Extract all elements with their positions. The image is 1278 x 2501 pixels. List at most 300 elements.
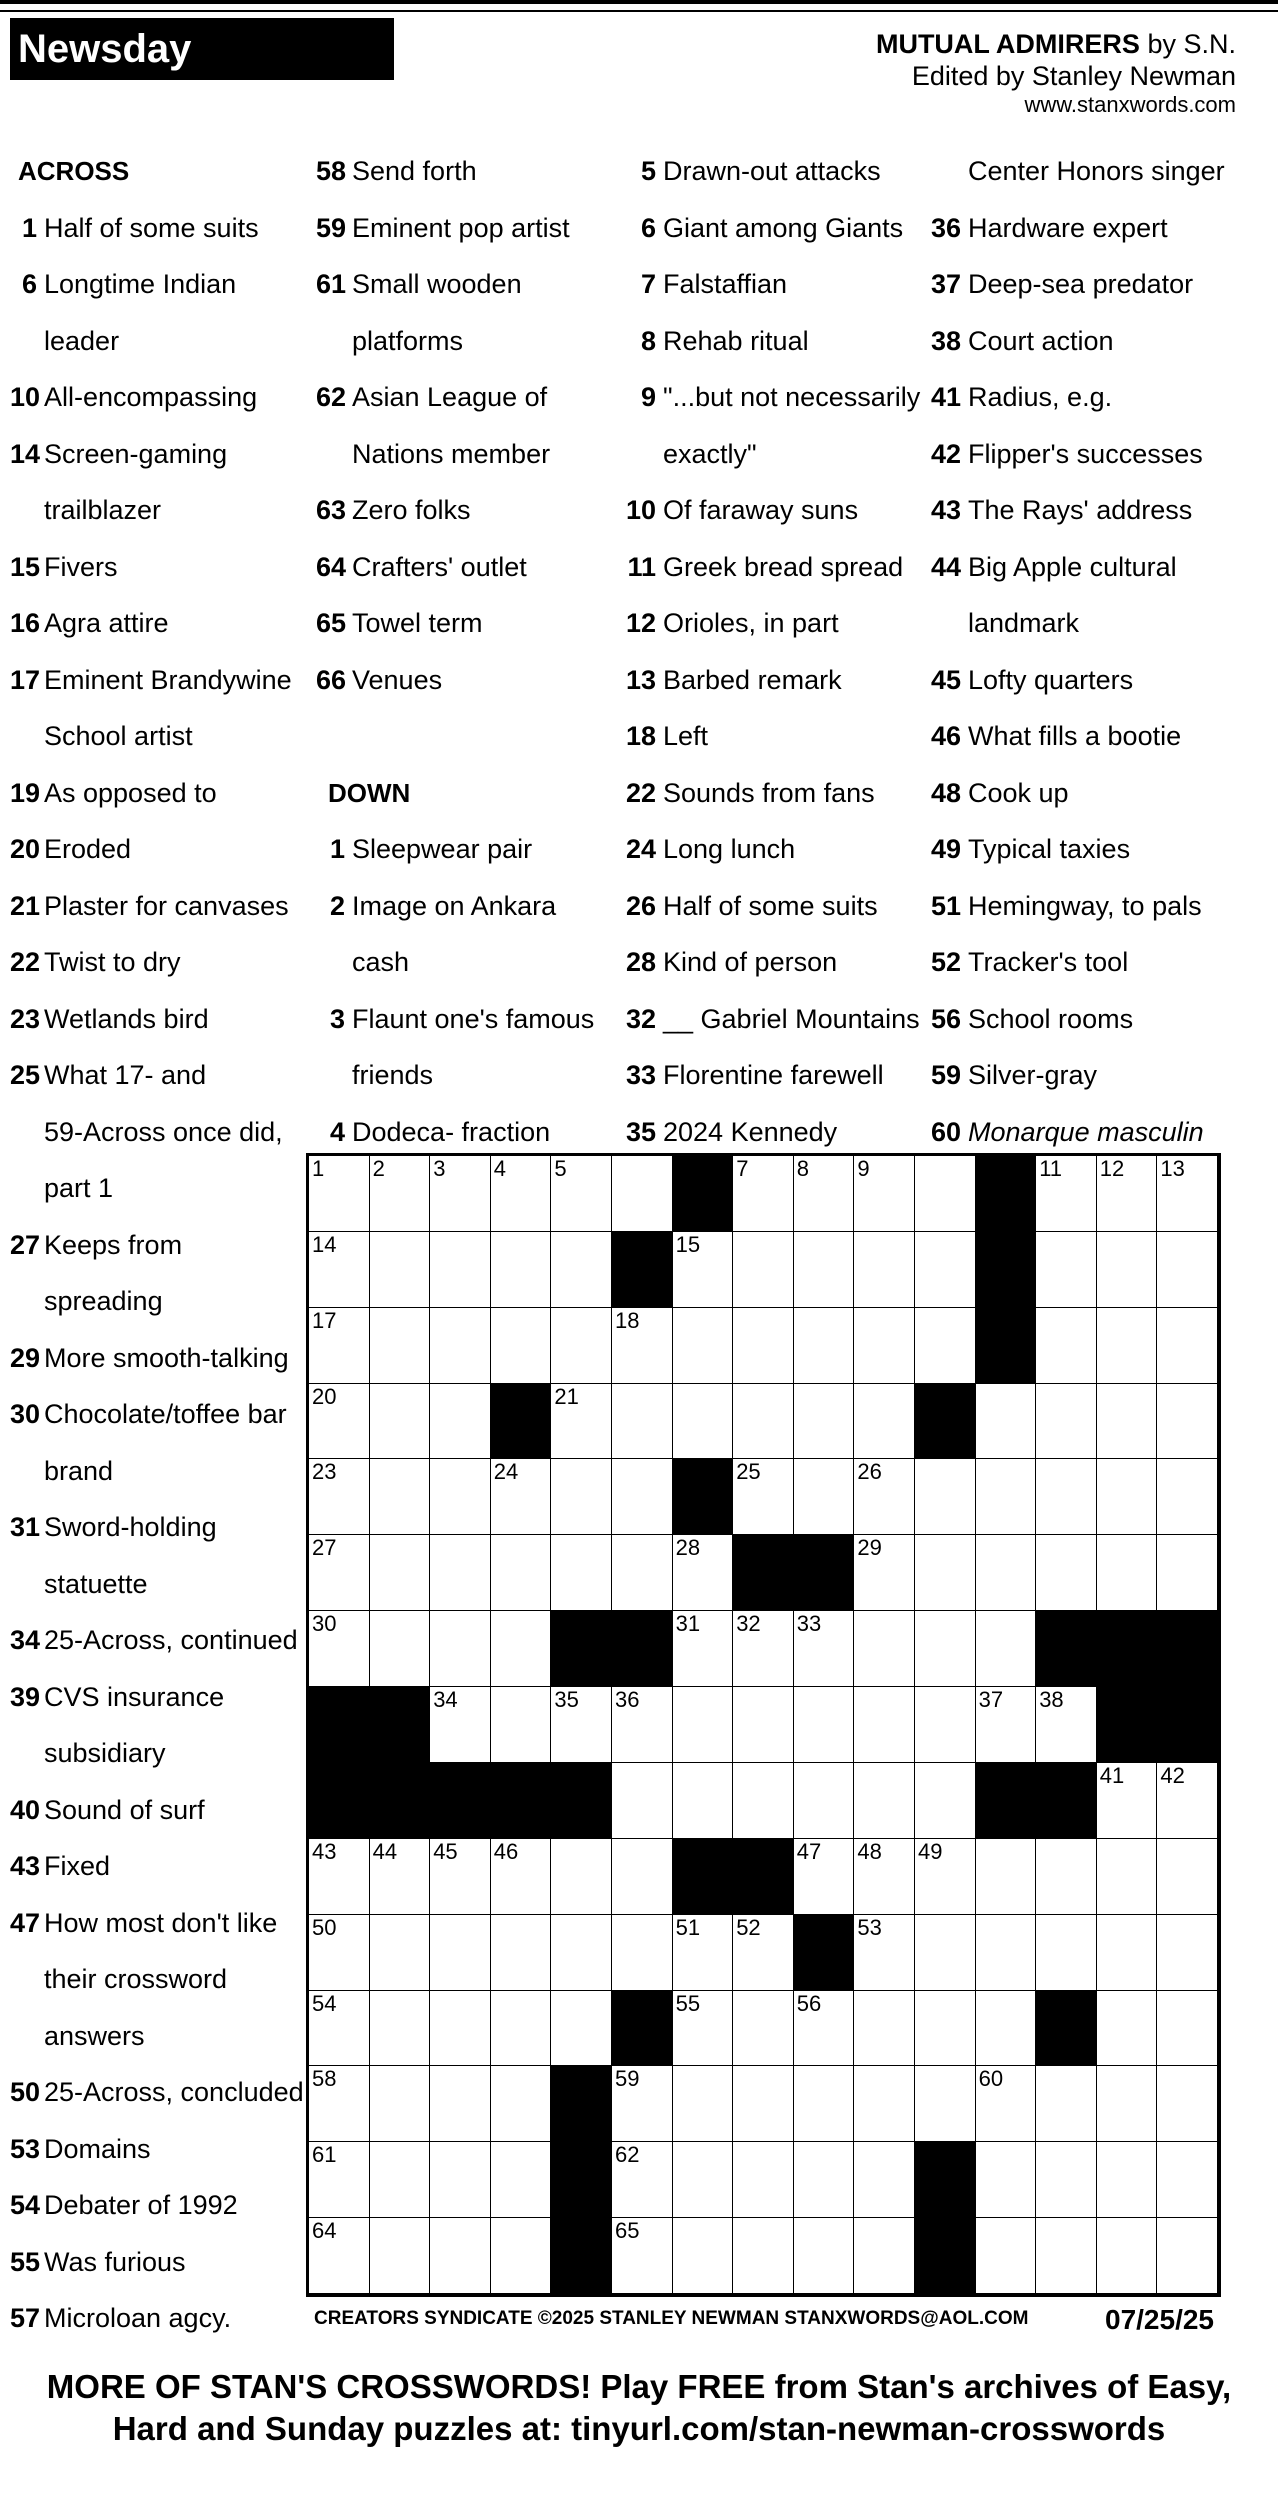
clue-text: Of faraway suns	[663, 495, 859, 525]
grid-cell[interactable]	[309, 2142, 370, 2218]
grid-cell[interactable]	[309, 1611, 370, 1687]
clue-number: 34	[10, 1625, 41, 1655]
grid-cell[interactable]	[976, 1459, 1037, 1535]
grid-cell[interactable]	[854, 1232, 915, 1308]
grid-cell[interactable]	[1157, 2142, 1218, 2218]
grid-cell[interactable]	[794, 2218, 855, 2294]
grid-cell[interactable]	[733, 1611, 794, 1687]
grid-cell[interactable]	[1157, 1308, 1218, 1384]
grid-cell[interactable]	[1157, 1991, 1218, 2067]
grid-cell[interactable]	[309, 1459, 370, 1535]
grid-cell[interactable]	[551, 1915, 612, 1991]
cell-number: 46	[493, 1838, 519, 1864]
grid-cell[interactable]	[491, 1991, 552, 2067]
grid-cell[interactable]	[673, 1535, 734, 1611]
clue-number: 20	[10, 834, 41, 864]
clue-text: Twist to dry	[44, 947, 181, 977]
clue	[10, 1217, 304, 1274]
grid-cell[interactable]	[491, 1308, 552, 1384]
grid-cell[interactable]	[551, 1839, 612, 1915]
clue-continuation	[928, 143, 1225, 200]
clue-text: Radius, e.g.	[968, 382, 1113, 412]
clue-number: 44	[930, 551, 961, 582]
grid-cell[interactable]	[854, 1308, 915, 1384]
grid-cell[interactable]	[370, 1611, 431, 1687]
grid-cell[interactable]	[551, 1535, 612, 1611]
clue-number: 14	[10, 438, 41, 469]
grid-block	[794, 1535, 855, 1611]
grid-cell[interactable]	[309, 1232, 370, 1308]
grid-block	[551, 2218, 612, 2294]
clue-number: 53	[10, 2133, 41, 2164]
grid-cell[interactable]	[309, 1915, 370, 1991]
grid-cell[interactable]	[976, 1915, 1037, 1991]
grid-cell[interactable]	[673, 1308, 734, 1384]
grid-cell[interactable]	[673, 2218, 734, 2294]
clue-text: Wetlands bird	[44, 1003, 209, 1034]
grid-cell[interactable]	[1036, 1535, 1097, 1611]
clue-text: Image on Ankara	[352, 890, 557, 921]
grid-cell[interactable]	[854, 1384, 915, 1460]
clue	[10, 200, 304, 257]
clue-number: 41	[930, 382, 961, 412]
clue	[10, 878, 304, 935]
clue-text: Was furious	[44, 2246, 186, 2277]
clue-text: Hemingway, to pals	[968, 890, 1202, 921]
grid-cell[interactable]	[1036, 1915, 1097, 1991]
clue-number: 36	[930, 212, 961, 243]
grid-cell[interactable]	[673, 2066, 734, 2142]
grid-cell[interactable]	[430, 1308, 491, 1384]
grid-cell[interactable]	[430, 2218, 491, 2294]
clue-text: 25-Across, concluded	[44, 2077, 304, 2107]
clue-number: 42	[930, 438, 961, 469]
grid-cell[interactable]	[733, 2218, 794, 2294]
grid-cell[interactable]	[1097, 1156, 1158, 1232]
grid-cell[interactable]	[309, 1308, 370, 1384]
grid-cell[interactable]	[551, 1308, 612, 1384]
clue	[928, 1047, 1225, 1104]
grid-cell[interactable]	[370, 1232, 431, 1308]
clue-text: statuette	[44, 1568, 148, 1599]
clue-text: Venues	[352, 664, 443, 695]
grid-cell[interactable]	[309, 1535, 370, 1611]
grid-cell[interactable]	[976, 1611, 1037, 1687]
clue-section-heading	[10, 143, 304, 200]
grid-block	[1036, 1611, 1097, 1687]
grid-cell[interactable]	[915, 1839, 976, 1915]
grid-cell[interactable]	[1036, 1459, 1097, 1535]
grid-cell[interactable]	[976, 1839, 1037, 1915]
cell-number: 36	[614, 1687, 640, 1713]
grid-cell[interactable]	[976, 1991, 1037, 2067]
clue-number: 54	[10, 2190, 41, 2220]
grid-cell[interactable]	[430, 1687, 491, 1763]
clue	[10, 539, 304, 596]
clue-column-4	[928, 143, 1225, 1160]
grid-cell[interactable]	[915, 1232, 976, 1308]
grid-cell[interactable]	[673, 1611, 734, 1687]
clue-number: 50	[10, 2077, 41, 2107]
clue-number: 33	[625, 1060, 656, 1090]
grid-block	[915, 2142, 976, 2218]
grid-cell[interactable]	[491, 1915, 552, 1991]
grid-cell[interactable]	[612, 1308, 673, 1384]
grid-block	[976, 1763, 1037, 1839]
grid-cell[interactable]	[309, 2218, 370, 2294]
grid-cell[interactable]	[915, 1763, 976, 1839]
grid-cell[interactable]	[915, 1308, 976, 1384]
grid-cell[interactable]	[370, 1156, 431, 1232]
grid-cell[interactable]	[370, 1384, 431, 1460]
grid-cell[interactable]	[370, 1915, 431, 1991]
grid-cell[interactable]	[1036, 1687, 1097, 1763]
grid-cell[interactable]	[1097, 1232, 1158, 1308]
grid-cell[interactable]	[430, 1915, 491, 1991]
grid-cell[interactable]	[1036, 1839, 1097, 1915]
grid-cell[interactable]	[673, 1763, 734, 1839]
clue-text: Big Apple cultural	[968, 551, 1177, 582]
clue-number: 26	[625, 890, 656, 921]
grid-cell[interactable]	[733, 1384, 794, 1460]
grid-cell[interactable]	[854, 1535, 915, 1611]
clue-number: 8	[640, 325, 656, 356]
grid-cell[interactable]	[551, 1459, 612, 1535]
cell-number: 42	[1160, 1762, 1185, 1788]
grid-cell[interactable]	[1097, 1839, 1158, 1915]
clue-text: Tracker's tool	[968, 947, 1129, 977]
grid-cell[interactable]	[1097, 2066, 1158, 2142]
grid-cell[interactable]	[309, 1839, 370, 1915]
clue-text: Plaster for canvases	[44, 890, 289, 921]
clue	[10, 1330, 304, 1387]
clue	[316, 369, 594, 426]
grid-cell[interactable]	[1157, 1839, 1218, 1915]
cell-number: 13	[1160, 1156, 1185, 1181]
website-line: www.stanxwords.com	[1024, 92, 1236, 117]
grid-cell[interactable]	[430, 1991, 491, 2067]
clue-text: "...but not necessarily	[663, 382, 921, 412]
grid-cell[interactable]	[1157, 1763, 1218, 1839]
grid-cell[interactable]	[854, 2218, 915, 2294]
grid-cell[interactable]	[854, 1991, 915, 2067]
grid-cell[interactable]	[1097, 1535, 1158, 1611]
grid-cell[interactable]	[976, 1535, 1037, 1611]
clue-number: 15	[10, 551, 41, 582]
clue-text: Orioles, in part	[663, 608, 839, 638]
grid-cell[interactable]	[976, 2142, 1037, 2218]
grid-cell[interactable]	[551, 1991, 612, 2067]
grid-cell[interactable]	[430, 1611, 491, 1687]
grid-cell[interactable]	[430, 2142, 491, 2218]
grid-cell[interactable]	[1157, 1156, 1218, 1232]
grid-block	[915, 2218, 976, 2294]
cell-number: 48	[857, 1838, 882, 1864]
grid-cell[interactable]	[854, 2066, 915, 2142]
grid-cell[interactable]	[673, 1687, 734, 1763]
clue	[10, 1838, 304, 1895]
clue-text: Eminent pop artist	[352, 212, 570, 243]
clue	[928, 878, 1225, 935]
grid-cell[interactable]	[854, 1839, 915, 1915]
grid-cell[interactable]	[430, 1459, 491, 1535]
grid-cell[interactable]	[370, 1459, 431, 1535]
grid-cell[interactable]	[854, 1459, 915, 1535]
grid-cell[interactable]	[673, 2142, 734, 2218]
grid-cell[interactable]	[976, 2218, 1037, 2294]
grid-cell[interactable]	[794, 1308, 855, 1384]
grid-cell[interactable]	[794, 1839, 855, 1915]
cell-number: 54	[312, 1990, 337, 2016]
clue-number: 17	[10, 664, 41, 695]
clue	[928, 821, 1225, 878]
grid-cell[interactable]	[1097, 1915, 1158, 1991]
grid-cell[interactable]	[1097, 2142, 1158, 2218]
clue	[928, 652, 1225, 709]
grid-cell[interactable]	[854, 1687, 915, 1763]
grid-cell[interactable]	[915, 1991, 976, 2067]
grid-cell[interactable]	[915, 1611, 976, 1687]
grid-cell[interactable]	[673, 1384, 734, 1460]
grid-cell[interactable]	[854, 2142, 915, 2218]
grid-cell[interactable]	[370, 1991, 431, 2067]
clue	[10, 1782, 304, 1839]
grid-cell[interactable]	[491, 1611, 552, 1687]
grid-cell[interactable]	[854, 1763, 915, 1839]
grid-cell[interactable]	[491, 1687, 552, 1763]
grid-cell[interactable]	[491, 2142, 552, 2218]
grid-cell[interactable]	[612, 1535, 673, 1611]
clue-number: 59	[316, 212, 347, 243]
grid-cell[interactable]	[794, 1763, 855, 1839]
clue-text: Half of some suits	[44, 212, 259, 243]
section-heading: ACROSS	[18, 156, 130, 186]
grid-cell[interactable]	[612, 2142, 673, 2218]
grid-cell[interactable]	[1157, 1459, 1218, 1535]
cell-number: 9	[857, 1156, 870, 1181]
clue-continuation	[10, 1273, 304, 1330]
section-heading: DOWN	[328, 777, 411, 808]
grid-cell[interactable]	[915, 1156, 976, 1232]
byline	[876, 28, 1236, 118]
grid-cell[interactable]	[854, 1156, 915, 1232]
grid-cell[interactable]	[370, 1308, 431, 1384]
grid-cell[interactable]	[370, 2142, 431, 2218]
grid-cell[interactable]	[612, 2066, 673, 2142]
grid-cell[interactable]	[733, 1763, 794, 1839]
clue-number: 16	[10, 608, 41, 638]
grid-cell[interactable]	[976, 1687, 1037, 1763]
grid-cell[interactable]	[430, 1535, 491, 1611]
grid-cell[interactable]	[733, 1232, 794, 1308]
grid-cell[interactable]	[915, 1535, 976, 1611]
cell-number: 18	[614, 1307, 640, 1333]
grid-cell[interactable]	[1157, 1915, 1218, 1991]
cell-number: 45	[433, 1838, 458, 1864]
grid-cell[interactable]	[794, 1156, 855, 1232]
clue	[316, 143, 594, 200]
clue	[928, 539, 1225, 596]
grid-cell[interactable]	[491, 1839, 552, 1915]
grid-cell[interactable]	[733, 1308, 794, 1384]
grid-cell[interactable]	[733, 2142, 794, 2218]
clue	[10, 595, 304, 652]
grid-cell[interactable]	[612, 2218, 673, 2294]
clue	[928, 482, 1225, 539]
clue-number: 10	[625, 495, 656, 525]
clue	[10, 2121, 304, 2178]
grid-cell[interactable]	[1036, 1308, 1097, 1384]
grid-cell[interactable]	[1097, 2218, 1158, 2294]
clue-text: Long lunch	[663, 834, 796, 864]
grid-cell[interactable]	[794, 1687, 855, 1763]
grid-cell[interactable]	[1097, 1459, 1158, 1535]
clue	[624, 708, 920, 765]
grid-cell[interactable]	[612, 1763, 673, 1839]
grid-cell[interactable]	[1036, 2066, 1097, 2142]
grid-cell[interactable]	[1036, 1384, 1097, 1460]
grid-cell[interactable]	[612, 1915, 673, 1991]
clue	[624, 1047, 920, 1104]
grid-cell[interactable]	[733, 1156, 794, 1232]
grid-cell[interactable]	[854, 1915, 915, 1991]
grid-cell[interactable]	[1036, 2142, 1097, 2218]
grid-cell[interactable]	[733, 1687, 794, 1763]
grid-cell[interactable]	[673, 1232, 734, 1308]
grid-cell[interactable]	[309, 1991, 370, 2067]
grid-cell[interactable]	[976, 1384, 1037, 1460]
grid-cell[interactable]	[309, 1156, 370, 1232]
grid-cell[interactable]	[794, 1384, 855, 1460]
clue	[10, 256, 304, 313]
grid-cell[interactable]	[491, 1535, 552, 1611]
grid-cell[interactable]	[794, 1611, 855, 1687]
grid-cell[interactable]	[794, 2066, 855, 2142]
clue-number: 61	[316, 269, 347, 299]
grid-cell[interactable]	[733, 1459, 794, 1535]
grid-block	[309, 1763, 370, 1839]
grid-cell[interactable]	[1157, 1232, 1218, 1308]
grid-block	[612, 1232, 673, 1308]
newspaper-title: Newsday Crossword	[10, 18, 394, 80]
grid-cell[interactable]	[915, 1459, 976, 1535]
grid-cell[interactable]	[673, 1915, 734, 1991]
grid-cell[interactable]	[491, 2218, 552, 2294]
grid-cell[interactable]	[309, 2066, 370, 2142]
clue-continuation	[10, 1104, 304, 1161]
clue-text: Hardware expert	[968, 212, 1168, 243]
grid-cell[interactable]	[551, 1156, 612, 1232]
grid-cell[interactable]	[491, 2066, 552, 2142]
clue	[928, 991, 1225, 1048]
grid-cell[interactable]	[370, 1535, 431, 1611]
grid-cell[interactable]	[733, 1991, 794, 2067]
grid-cell[interactable]	[1157, 1535, 1218, 1611]
grid-cell[interactable]	[430, 1156, 491, 1232]
clue-text: answers	[44, 2020, 145, 2051]
cell-number: 8	[796, 1156, 810, 1181]
grid-block	[370, 1687, 431, 1763]
grid-cell[interactable]	[309, 1384, 370, 1460]
grid-cell[interactable]	[551, 1384, 612, 1460]
grid-cell[interactable]	[976, 2066, 1037, 2142]
grid-cell[interactable]	[370, 2066, 431, 2142]
grid-cell[interactable]	[1157, 2066, 1218, 2142]
grid-cell[interactable]	[612, 1839, 673, 1915]
grid-cell[interactable]	[1036, 1156, 1097, 1232]
clue	[10, 2177, 304, 2234]
grid-cell[interactable]	[612, 1156, 673, 1232]
grid-cell[interactable]	[1097, 1308, 1158, 1384]
grid-cell[interactable]	[551, 1687, 612, 1763]
grid-cell[interactable]	[1157, 2218, 1218, 2294]
clue-number: 10	[10, 382, 41, 412]
grid-cell[interactable]	[612, 1459, 673, 1535]
grid-cell[interactable]	[430, 1232, 491, 1308]
clue-continuation	[316, 426, 594, 483]
grid-cell[interactable]	[794, 1459, 855, 1535]
grid-cell[interactable]	[733, 2066, 794, 2142]
clue-text: Asian League of	[352, 382, 548, 412]
grid-cell[interactable]	[1036, 2218, 1097, 2294]
grid-block	[733, 1839, 794, 1915]
grid-cell[interactable]	[370, 1839, 431, 1915]
grid-cell[interactable]	[430, 2066, 491, 2142]
grid-block	[976, 1156, 1037, 1232]
grid-cell[interactable]	[915, 1915, 976, 1991]
clue	[10, 426, 304, 483]
clue-text: part 1	[44, 1173, 114, 1203]
grid-cell[interactable]	[551, 1232, 612, 1308]
grid-cell[interactable]	[612, 1687, 673, 1763]
grid-cell[interactable]	[794, 2142, 855, 2218]
grid-cell[interactable]	[370, 2218, 431, 2294]
grid-cell[interactable]	[915, 1687, 976, 1763]
grid-cell[interactable]	[1097, 1384, 1158, 1460]
grid-cell[interactable]	[430, 1839, 491, 1915]
grid-cell[interactable]	[1036, 1232, 1097, 1308]
grid-cell[interactable]	[491, 1459, 552, 1535]
clue-number: 62	[316, 382, 347, 412]
grid-cell[interactable]	[1157, 1384, 1218, 1460]
grid-cell[interactable]	[733, 1915, 794, 1991]
grid-cell[interactable]	[491, 1232, 552, 1308]
top-rule-thin	[0, 10, 1278, 12]
grid-cell[interactable]	[673, 1991, 734, 2067]
grid-cell[interactable]	[430, 1384, 491, 1460]
grid-cell[interactable]	[491, 1156, 552, 1232]
clue-number: 28	[625, 947, 656, 977]
grid-cell[interactable]	[1097, 1991, 1158, 2067]
grid-cell[interactable]	[915, 2066, 976, 2142]
clue-text: friends	[352, 1060, 434, 1090]
grid-cell[interactable]	[794, 1991, 855, 2067]
grid-cell[interactable]	[794, 1232, 855, 1308]
clue-text: Domains	[44, 2133, 151, 2164]
clue-number: 43	[930, 495, 961, 525]
clue-text: Microloan agcy.	[44, 2303, 232, 2333]
cell-number: 56	[796, 1990, 822, 2016]
clue	[928, 313, 1225, 370]
cell-number: 1	[312, 1156, 325, 1181]
grid-cell[interactable]	[612, 1384, 673, 1460]
clue	[624, 821, 920, 878]
grid-cell[interactable]	[854, 1611, 915, 1687]
clue-text: spreading	[44, 1286, 163, 1316]
cell-number: 7	[736, 1156, 749, 1181]
clue	[316, 878, 594, 935]
grid-cell[interactable]	[1097, 1763, 1158, 1839]
